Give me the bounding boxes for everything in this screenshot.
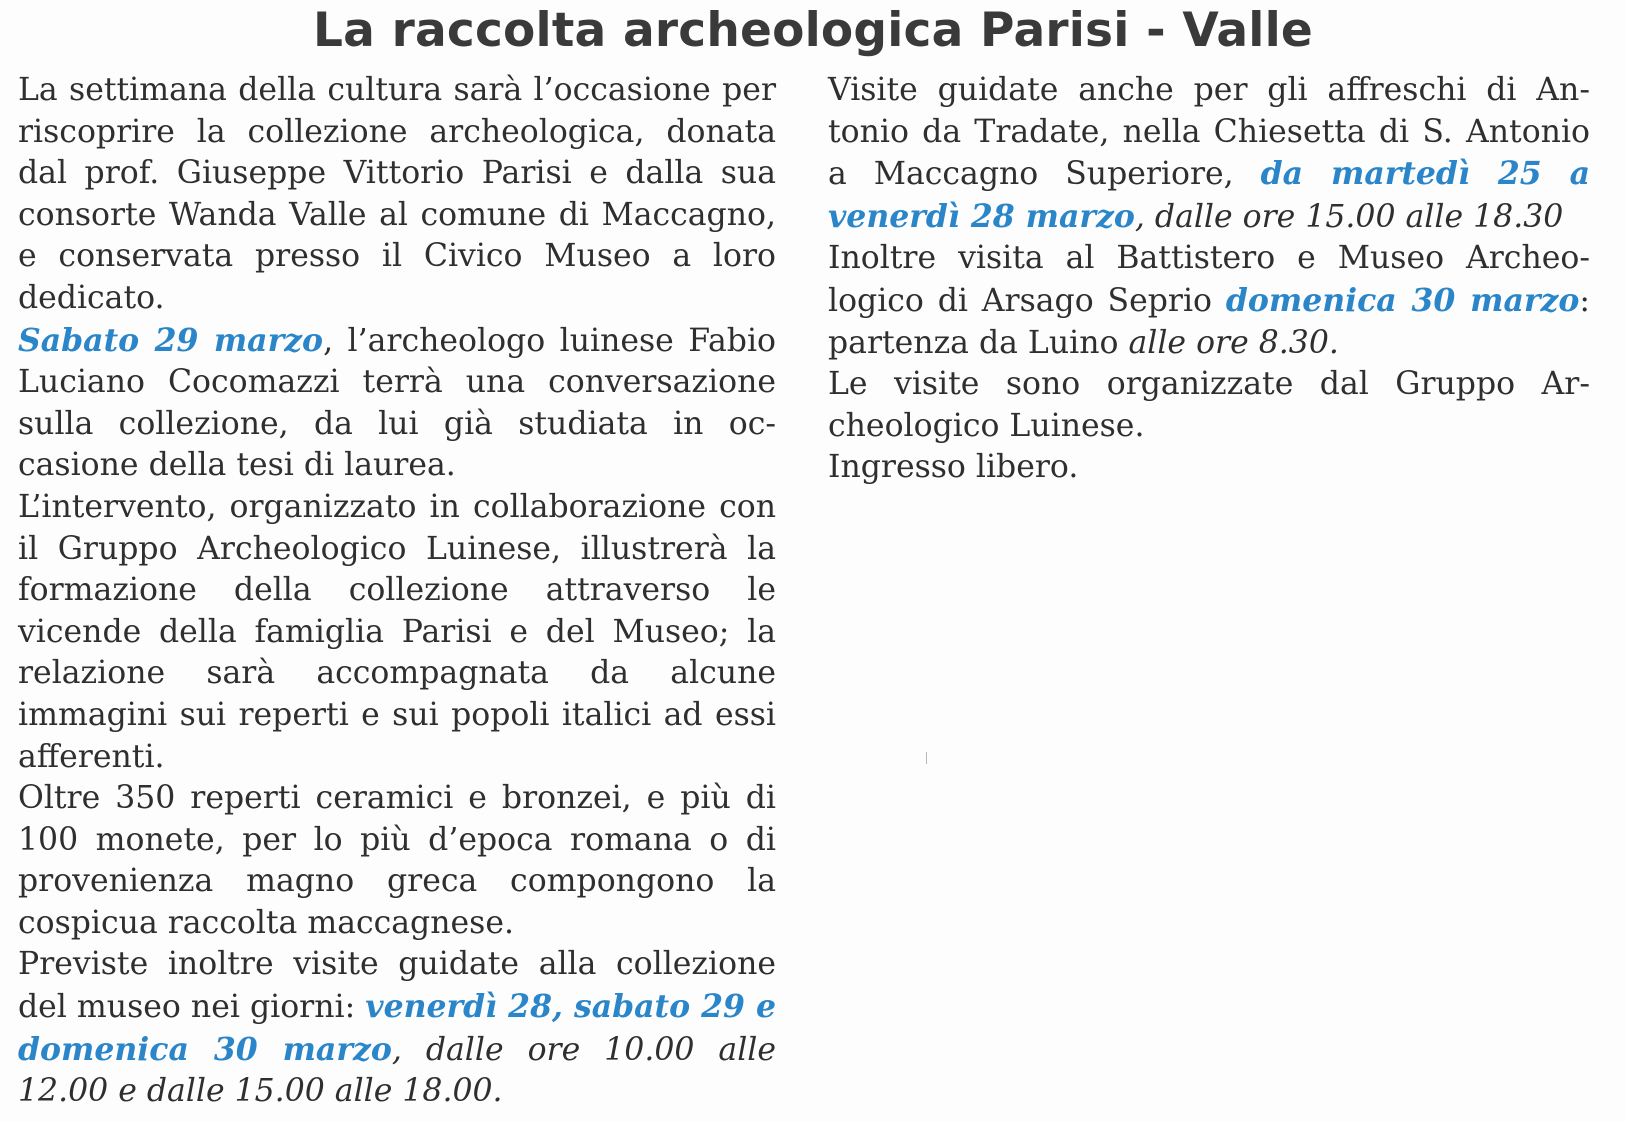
museum-visits-intro: Previste inoltre visite guidate alla collezione del museo nei giorni: [18,946,776,1026]
baptistery-text: Inoltre visita al Battistero e Museo Archeologico di Arsago Seprio [828,240,1590,319]
paragraph-frescoes [828,70,1590,238]
article-title: La raccolta archeologica Parisi - Valle [313,3,1313,58]
paragraph-free-entry: Ingresso libero. [828,449,1079,486]
paragraph-organizer: Le visite sono organizzate dal Gruppo Archeologico Luinese. [828,366,1590,444]
conference-date: Sabato 29 marzo [18,321,324,359]
museum-visits-dates: venerdì 28, sabato 29 e domenica 30 marzo [18,988,776,1068]
paragraph-intro: La settimana della cultura sarà l’occasione per riscoprire la collezione archeologica, donata dal prof. Giuseppe Vittorio Parisi e dalla sua consorte Wanda Valle al comune di Maccagno, e conservata presso il Civico Museo a loro dedicato. [18,72,776,316]
frescoes-dates: da martedì 25 a venerdì 28 marzo [828,155,1590,235]
paragraph-collection: Oltre 350 reperti ceramici e bronzei, e più di 100 monete, per lo più d’epoca romana o di provenienza magno greca compongono la cospicua raccolta maccagnese. [18,780,776,941]
conference-text: , l’archeologo luinese Fabio Luciano Cocomazzi terrà una conversazione sulla collezione, da lui già studiata in occasione della tesi di laurea. [18,322,776,484]
museum-visits-hours: , dalle ore 10.00 alle 12.00 e dalle 15.00 alle 18.00. [18,1031,776,1110]
baptistery-colon: : [1579,282,1590,319]
baptistery-departure: partenza da Luino [828,324,1129,361]
left-column [18,70,776,1113]
baptistery-time: alle ore 8.30. [1128,324,1339,361]
paragraph-intervention: L’intervento, organizzato in collaborazione con il Gruppo Archeologico Luinese, illustrerà la formazione della collezione attraverso le vicende della famiglia Parisi e del Museo; la relazione sarà accompagnata da alcune immagini sui reperti e sui popoli italici ad essi afferenti. [18,488,776,775]
right-column [828,70,1590,489]
paragraph-museum-visits [18,944,776,1112]
paragraph-baptistery [828,238,1590,364]
paragraph-conference [18,320,776,487]
frescoes-hours: , dalle ore 15.00 alle 18.30 [1134,198,1564,235]
scan-mark [926,752,927,764]
frescoes-text: Visite guidate anche per gli affreschi di Antonio da Tradate, nella Chiesetta di S. Antonio a Maccagno Superiore, [828,72,1590,193]
baptistery-date: domenica 30 marzo [1225,281,1580,319]
